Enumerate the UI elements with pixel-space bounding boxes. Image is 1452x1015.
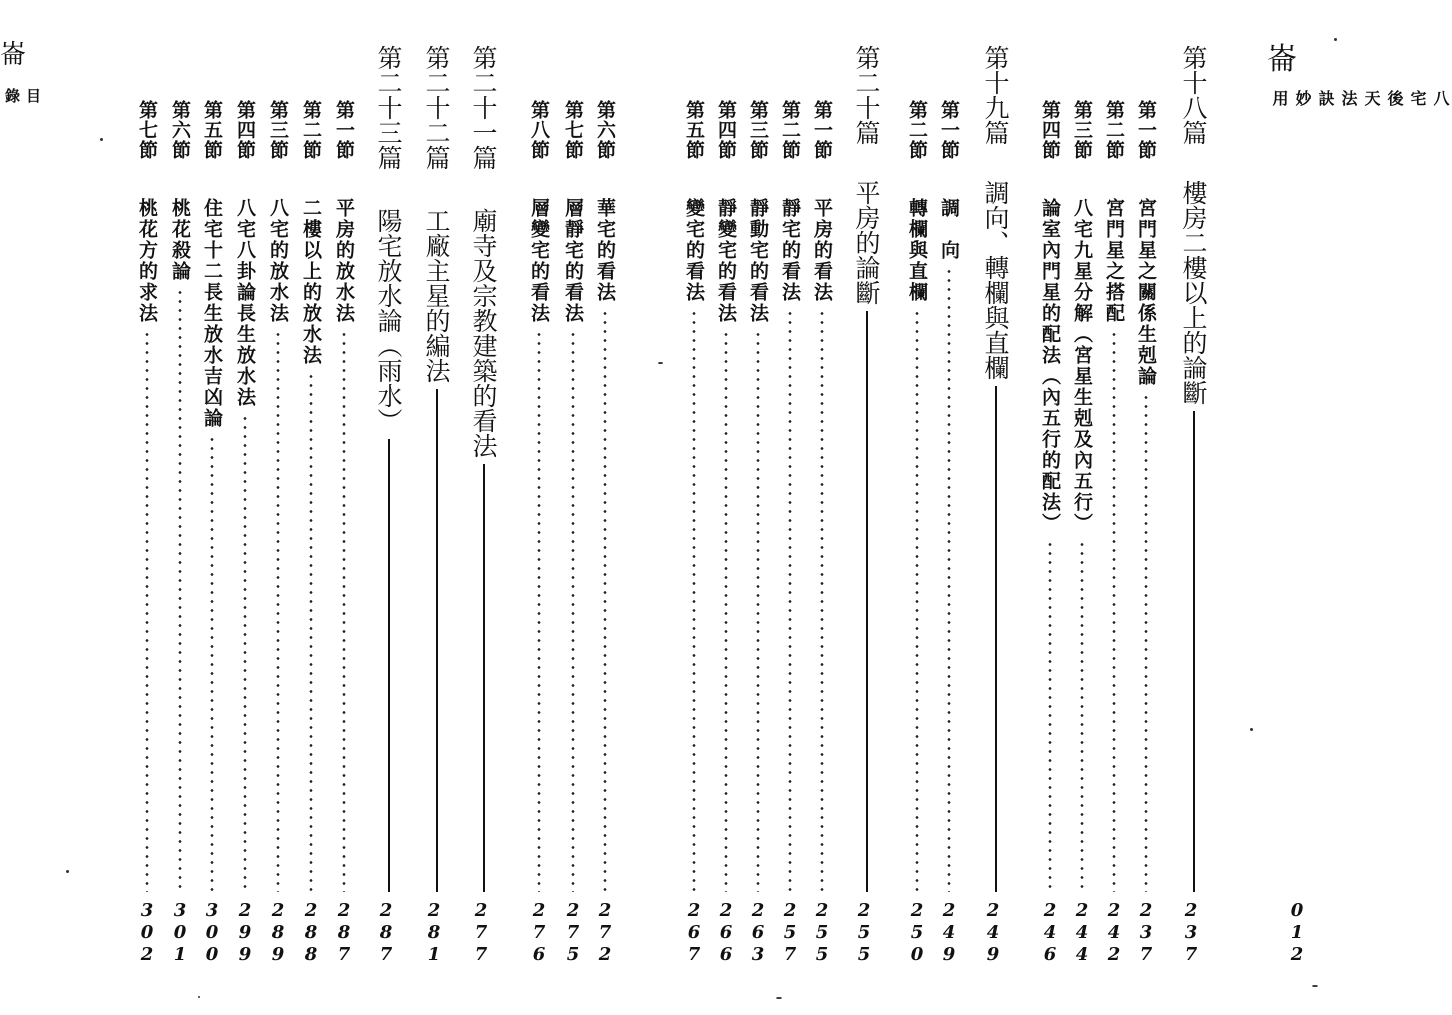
entry-title: 變宅的看法 [683,198,705,303]
entry-title: 八宅九星分解（宮星生剋及內五行） [1071,198,1093,534]
toc-section [131,0,163,1015]
entry-page: 2 4 6 [1043,900,1057,965]
toc-section [1130,0,1162,1015]
entry-label: 第一節 [1135,100,1157,160]
entry-page: 2 5 5 [857,900,871,965]
entry-page: 3 0 1 [173,900,187,965]
chapter-rule [436,389,438,892]
toc-section [557,0,589,1015]
dot-leader [724,330,728,892]
running-header [1262,42,1450,107]
entry-label: 第六節 [594,100,616,160]
entry-title: 層靜宅的看法 [562,198,584,324]
dot-leader [603,309,607,892]
entry-label: 第二十篇 [852,45,881,145]
entry-title: 平房的論斷 [852,180,881,305]
toc-section [196,0,228,1015]
entry-page: 2 4 2 [1107,900,1121,965]
toc-section [901,0,933,1015]
entry-label: 第一節 [333,100,355,160]
toc-chapter [1175,0,1207,1015]
entry-label: 第二十一篇 [469,45,498,170]
dot-leader [1144,393,1148,892]
entry-title: 桃花方的求法 [136,198,158,324]
dot-leader [820,309,824,892]
entry-title: 調 向 [938,198,960,261]
entry-page: 2 8 7 [379,900,393,965]
facing-page-logo: 崙 [0,40,27,70]
entry-page: 2 4 9 [986,900,1000,965]
entry-label: 第二十三篇 [374,45,403,170]
entry-label: 第二十二篇 [422,45,451,170]
entry-page: 2 8 8 [304,900,318,965]
entry-page: 3 0 0 [205,900,219,965]
entry-label: 第二節 [1103,100,1125,160]
toc-section [1098,0,1130,1015]
dot-leader [692,309,696,892]
chapter-rule [866,311,868,892]
entry-label: 第三節 [267,100,289,160]
dot-leader [1080,540,1084,892]
chapter-rule [388,439,390,892]
entry-title: 陽宅放水論（雨水） [374,208,403,433]
entry-title: 靜宅的看法 [779,198,801,303]
chapter-rule [1193,411,1195,892]
entry-page: 2 8 7 [337,900,351,965]
toc-section [229,0,261,1015]
entry-label: 第二節 [779,100,801,160]
toc-section [806,0,838,1015]
dot-leader [243,414,247,892]
toc-chapter [370,0,402,1015]
toc-section [710,0,742,1015]
entry-title: 靜動宅的看法 [747,198,769,324]
entry-label: 第十九篇 [981,45,1010,145]
entry-label: 第七節 [136,100,158,160]
toc-section [933,0,965,1015]
chapter-rule [995,386,997,892]
entry-label: 第一節 [811,100,833,160]
entry-title: 調向、轉欄與直欄 [981,180,1010,380]
entry-page: 2 4 4 [1075,900,1089,965]
toc-chapter [977,0,1009,1015]
entry-title: 桃花殺論 [169,198,191,282]
entry-label: 第一節 [938,100,960,160]
dot-leader [276,330,280,892]
entry-title: 二樓以上的放水法 [300,198,322,366]
toc-section [523,0,555,1015]
entry-title: 靜變宅的看法 [715,198,737,324]
entry-title: 層變宅的看法 [528,198,550,324]
dot-leader [537,330,541,892]
toc-section [164,0,196,1015]
entry-page: 2 8 9 [271,900,285,965]
toc-section [774,0,806,1015]
toc-section [1066,0,1098,1015]
entry-page: 3 0 2 [140,900,154,965]
entry-label: 第五節 [683,100,705,160]
entry-label: 第四節 [1039,100,1061,160]
entry-title: 平房的看法 [811,198,833,303]
entry-label: 第二節 [906,100,928,160]
entry-label: 第三節 [1071,100,1093,160]
entry-label: 第四節 [715,100,737,160]
entry-label: 第五節 [201,100,223,160]
entry-label: 第六節 [169,100,191,160]
toc-section [678,0,710,1015]
entry-title: 平房的放水法 [333,198,355,324]
toc-section [328,0,360,1015]
entry-title: 轉欄與直欄 [906,198,928,303]
entry-page: 2 4 9 [942,900,956,965]
toc-section [589,0,621,1015]
entry-page: 2 7 6 [532,900,546,965]
entry-title: 論室內門星的配法（內五行的配法） [1039,198,1061,534]
entry-page: 2 7 5 [566,900,580,965]
entry-label: 第七節 [562,100,584,160]
entry-title: 宮門星之關係生剋論 [1135,198,1157,387]
entry-page: 2 5 0 [910,900,924,965]
entry-page: 2 3 7 [1184,900,1198,965]
publisher-logo: 崙 [1267,42,1297,77]
toc-section [295,0,327,1015]
entry-page: 2 6 3 [751,900,765,965]
dot-leader [1048,540,1052,892]
entry-label: 第四節 [234,100,256,160]
page-number: 0 1 2 [1290,900,1304,965]
entry-page: 2 8 1 [427,900,441,965]
dot-leader [342,330,346,892]
book-title: 八宅後天法訣妙用 [1270,90,1450,107]
entry-title: 廟寺及宗教建築的看法 [469,208,498,458]
entry-title: 八宅八卦論長生放水法 [234,198,256,408]
entry-page: 2 7 2 [598,900,612,965]
entry-title: 樓房二樓以上的論斷 [1179,180,1208,405]
dot-leader [947,267,951,892]
dot-leader [788,309,792,892]
entry-page: 2 6 7 [687,900,701,965]
entry-title: 住宅十二長生放水吉凶論 [201,198,223,429]
toc-section [1034,0,1066,1015]
toc-chapter [418,0,450,1015]
toc-section [742,0,774,1015]
entry-label: 第十八篇 [1179,45,1208,145]
dot-leader [1112,330,1116,892]
entry-page: 2 5 7 [783,900,797,965]
entry-title: 工廠主星的編法 [422,208,451,383]
entry-page: 2 3 7 [1139,900,1153,965]
entry-label: 第二節 [300,100,322,160]
dot-leader [571,330,575,892]
entry-page: 2 7 7 [474,900,488,965]
entry-page: 2 6 6 [719,900,733,965]
toc-chapter [848,0,880,1015]
dot-leader [210,435,214,892]
entry-page: 2 9 9 [238,900,252,965]
facing-page-label: 目錄 [3,88,42,103]
toc-section [262,0,294,1015]
dot-leader [178,288,182,892]
toc-chapter [465,0,497,1015]
entry-label: 第三節 [747,100,769,160]
entry-label: 第八節 [528,100,550,160]
entry-page: 2 5 5 [815,900,829,965]
dot-leader [309,372,313,892]
entry-title: 八宅的放水法 [267,198,289,324]
dot-leader [915,309,919,892]
entry-title: 華宅的看法 [594,198,616,303]
facing-page-edge [0,40,42,103]
entry-title: 宮門星之搭配 [1103,198,1125,324]
chapter-rule [483,464,485,892]
dot-leader [145,330,149,892]
dot-leader [756,330,760,892]
